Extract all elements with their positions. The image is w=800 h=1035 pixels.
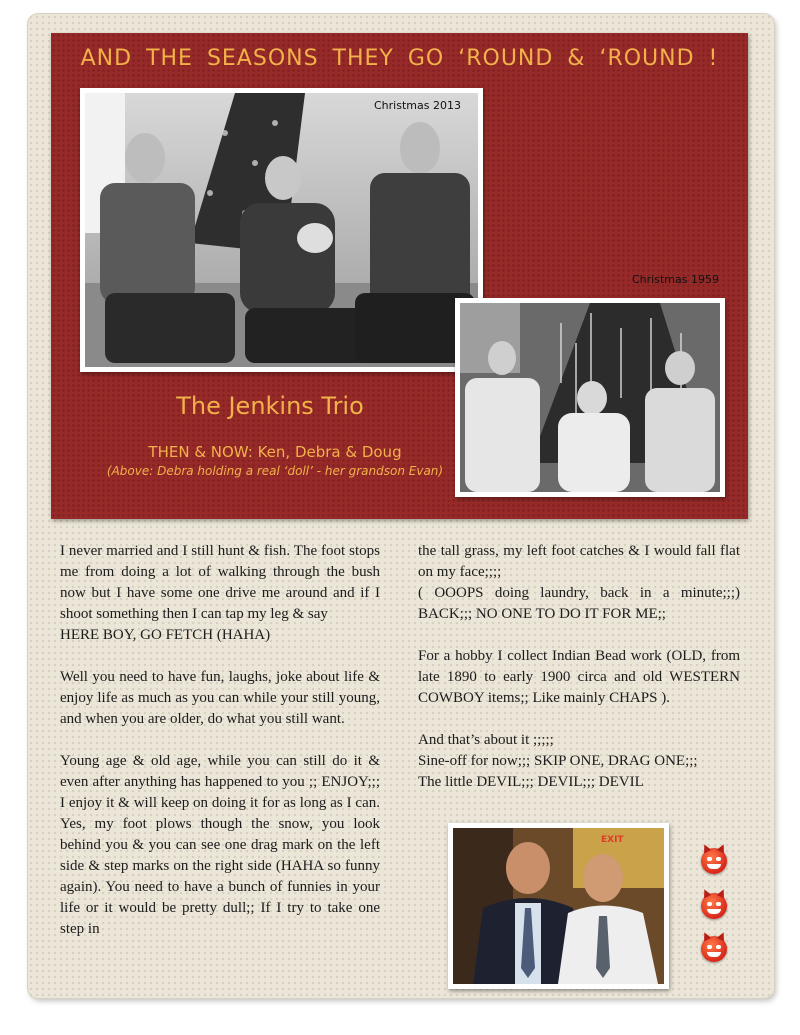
photo-two-men-image xyxy=(453,828,664,984)
paragraph: the tall grass, my left foot catches & I would fall flat on my face;;;; xyxy=(418,543,740,580)
page-headline: AND THE SEASONS THEY GO ‘ROUND & ‘ROUND ! xyxy=(80,46,719,71)
photo-two-men-illustration xyxy=(453,828,664,984)
devil-icon xyxy=(701,893,727,919)
paragraph: Well you need to have fun, laughs, joke about life & enjoy life as much as you can while your still young, and when you are older, do what you still want. xyxy=(60,669,380,727)
trio-title: The Jenkins Trio xyxy=(176,392,364,420)
photo-2013-illustration xyxy=(85,93,478,367)
devil-icon xyxy=(701,848,727,874)
photo-2013-image xyxy=(85,93,478,367)
photo-1959-caption: Christmas 1959 xyxy=(632,273,719,286)
photo-christmas-2013 xyxy=(80,88,483,372)
trio-note: (Above: Debra holding a real ‘doll’ - her grandson Evan) xyxy=(106,464,444,478)
photo-2013-caption: Christmas 2013 xyxy=(374,99,461,112)
paragraph: And that’s about it ;;;;; xyxy=(418,732,554,748)
devil-icon xyxy=(701,936,727,962)
photo-christmas-1959 xyxy=(455,298,725,497)
paragraph: Sine-off for now;;; SKIP ONE, DRAG ONE;;; xyxy=(418,753,698,769)
paragraph: The little DEVIL;;; DEVIL;;; DEVIL xyxy=(418,774,644,790)
photo-two-men xyxy=(448,823,669,989)
paragraph: ( OOOPS doing laundry, back in a minute;;;) BACK;;; NO ONE TO DO IT FOR ME;; xyxy=(418,585,740,622)
photo-1959-illustration xyxy=(460,303,720,492)
paragraph: I never married and I still hunt & fish. The foot stops me from doing a lot of walking through the bush now but I have some one drive me around and if I shoot something then I can tap my leg & say xyxy=(60,543,380,622)
paragraph: HERE BOY, GO FETCH (HAHA) xyxy=(60,627,271,643)
right-text-column xyxy=(418,541,740,793)
exit-sign: EXIT xyxy=(601,835,624,845)
left-text-column xyxy=(60,541,380,961)
paragraph: Young age & old age, while you can still do it & even after anything has happened to you ;; ENJOY;;; I enjoy it & will keep on doing it for as long as I can. Yes, my foot plows though the snow, you look behind you & you can see one drag mark on the left side & step marks on the right side (HAHA so funny again). You need to have a bunch of funnies in your life or it would be pretty dull;; If I try to take one step in xyxy=(60,753,380,937)
paragraph: For a hobby I collect Indian Bead work (OLD, from late 1890 to early 1900 circa and old WESTERN COWBOY items;; Like mainly CHAPS ). xyxy=(418,648,740,706)
photo-1959-image xyxy=(460,303,720,492)
trio-subtitle: THEN & NOW: Ken, Debra & Doug xyxy=(148,443,402,461)
